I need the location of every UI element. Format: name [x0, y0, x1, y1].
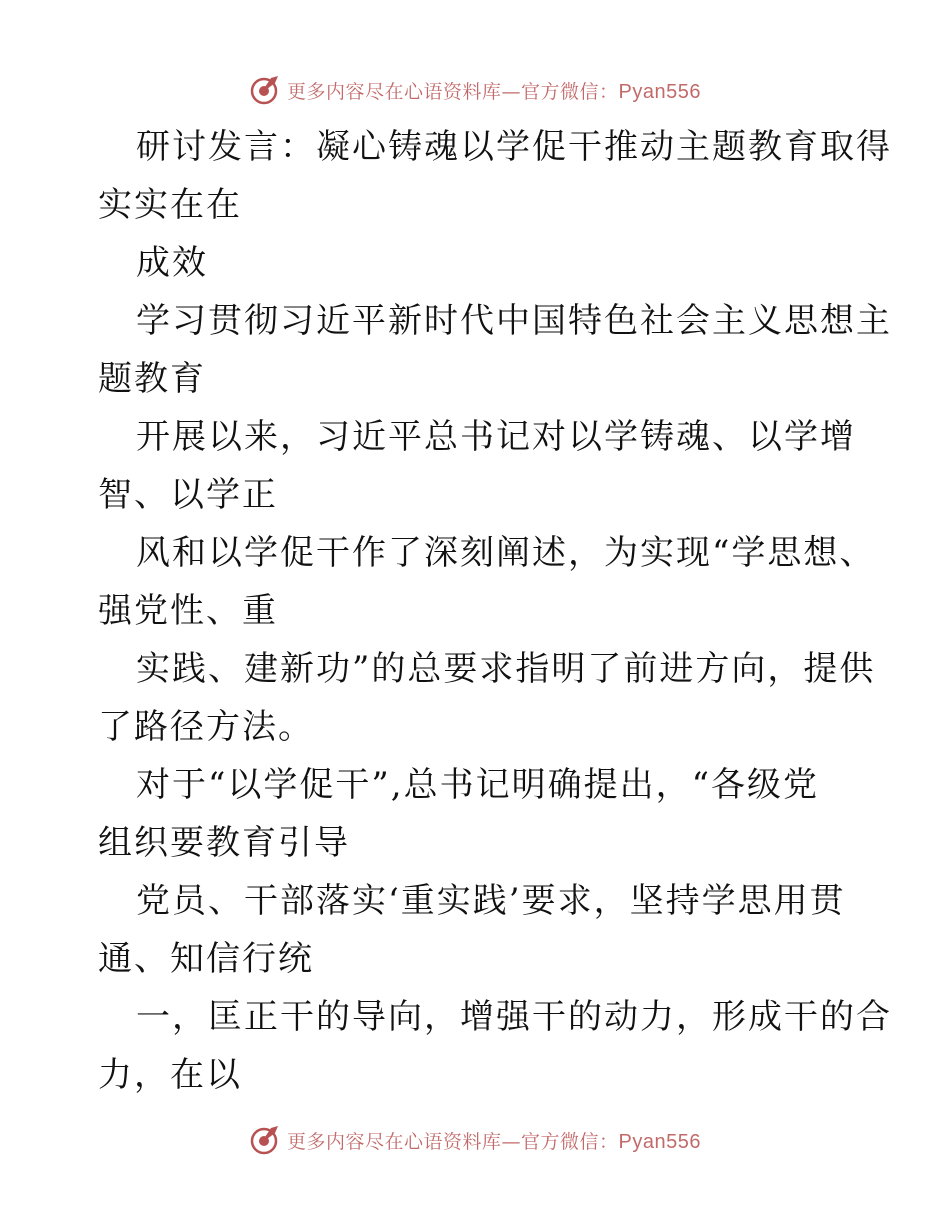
text-line: 风和以学促干作了深刻阐述，为实现“学思想、 [136, 533, 876, 573]
text-line: 研讨发言：凝心铸魂以学促干推动主题教育取得 [136, 127, 892, 167]
text-line: 一，匡正干的导向，增强干的动力，形成干的合 [136, 997, 892, 1037]
paragraph [98, 408, 878, 524]
text-line: 题教育 [98, 359, 206, 399]
text-line: 学习贯彻习近平新时代中国特色社会主义思想主 [136, 301, 892, 341]
paragraph [98, 988, 892, 1104]
text-line: 对于“以学促干”,总书记明确提出，“各级党 [136, 765, 819, 805]
quill-logo-icon [249, 74, 281, 106]
paragraph [98, 872, 878, 988]
watermark-text: 更多内容尽在心语资料库—官方微信：Pyan556 [287, 80, 701, 103]
text-line: 智、以学正 [98, 475, 278, 515]
text-line: 开展以来，习近平总书记对以学铸魂、以学增 [136, 417, 856, 457]
paragraph [98, 524, 878, 640]
paragraph [98, 640, 878, 756]
text-line: 实践、建新功”的总要求指明了前进方向，提供 [136, 649, 876, 689]
document-body [98, 118, 892, 1104]
paragraph [98, 292, 892, 408]
text-line: 力，在以 [98, 1055, 242, 1095]
text-line: 了路径方法。 [98, 707, 314, 747]
watermark-text: 更多内容尽在心语资料库—官方微信：Pyan556 [287, 1130, 701, 1153]
text-line: 通、知信行统 [98, 939, 314, 979]
text-line: 党员、干部落实‘重实践’要求，坚持学思用贯 [136, 881, 846, 921]
paragraph [98, 234, 878, 292]
quill-logo-icon [249, 1124, 281, 1156]
text-line: 强党性、重 [98, 591, 278, 631]
text-line: 成效 [136, 243, 208, 283]
text-line: 组织要教育引导 [98, 823, 350, 863]
header-watermark [0, 70, 950, 110]
paragraph-title [98, 118, 892, 234]
text-line: 实实在在 [98, 185, 242, 225]
footer-watermark [0, 1120, 950, 1160]
paragraph [98, 756, 878, 872]
